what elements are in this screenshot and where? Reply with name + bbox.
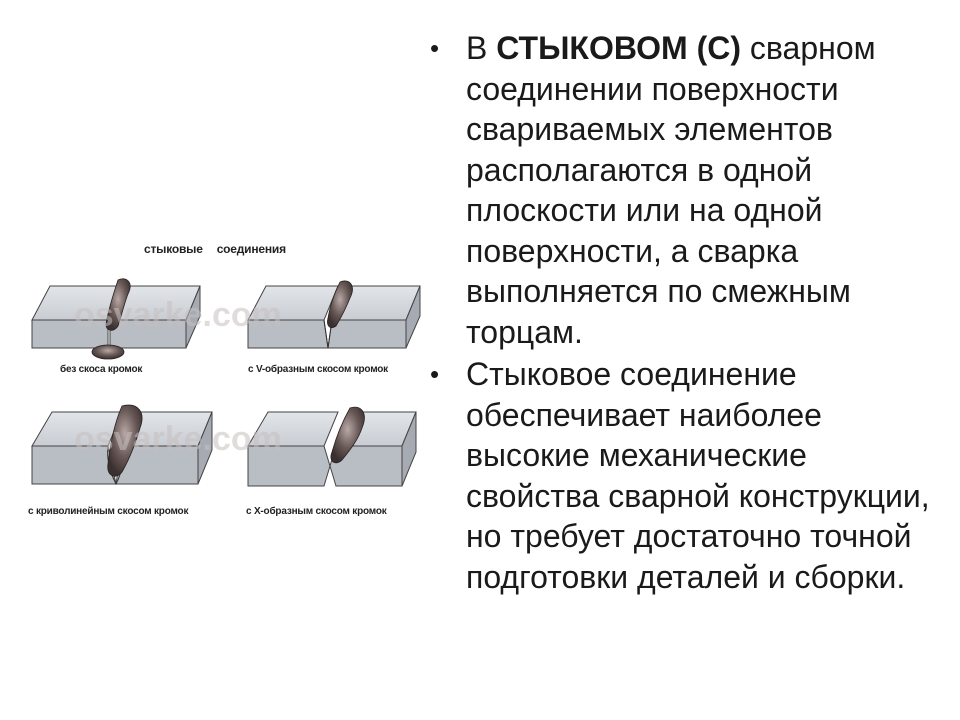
bullet-dot: • [430, 359, 440, 389]
bullet-item-definition [430, 28, 940, 352]
caption-x-groove: с X-образным скосом кромок [246, 506, 387, 517]
bullet-item-properties [430, 354, 940, 597]
caption-square-edge: без скоса кромок [60, 364, 143, 375]
figure-title-part1: стыковые [144, 242, 203, 256]
bullet-bold-term: СТЫКОВОМ (С) [496, 30, 742, 66]
bullet-list [430, 28, 940, 599]
caption-curved-bevel: с криволинейным скосом кромок [28, 506, 189, 517]
caption-v-groove: с V-образным скосом кромок [248, 364, 388, 375]
watermark-bottom: osvarke.com [74, 420, 282, 458]
bullet-text: Стыковое соединение обеспечивает наиболее высокие механические свойства сварной конструкции, но требует достаточно точной подготовки деталей и сборки. [466, 356, 930, 595]
figure-title-part2: соединения [216, 242, 286, 256]
watermark-top: osvarke.com [74, 296, 282, 334]
joint-diagrams [22, 236, 432, 526]
butt-joints-figure [22, 236, 432, 526]
bullet-dot: • [430, 33, 440, 63]
bullet-prefix: В [466, 30, 497, 66]
bullet-text: сварном соединении поверхности свариваемых элементов располагаются в одной плоскости или на одной поверхности, а сварка выполняется по смежным торцам. [466, 30, 876, 350]
